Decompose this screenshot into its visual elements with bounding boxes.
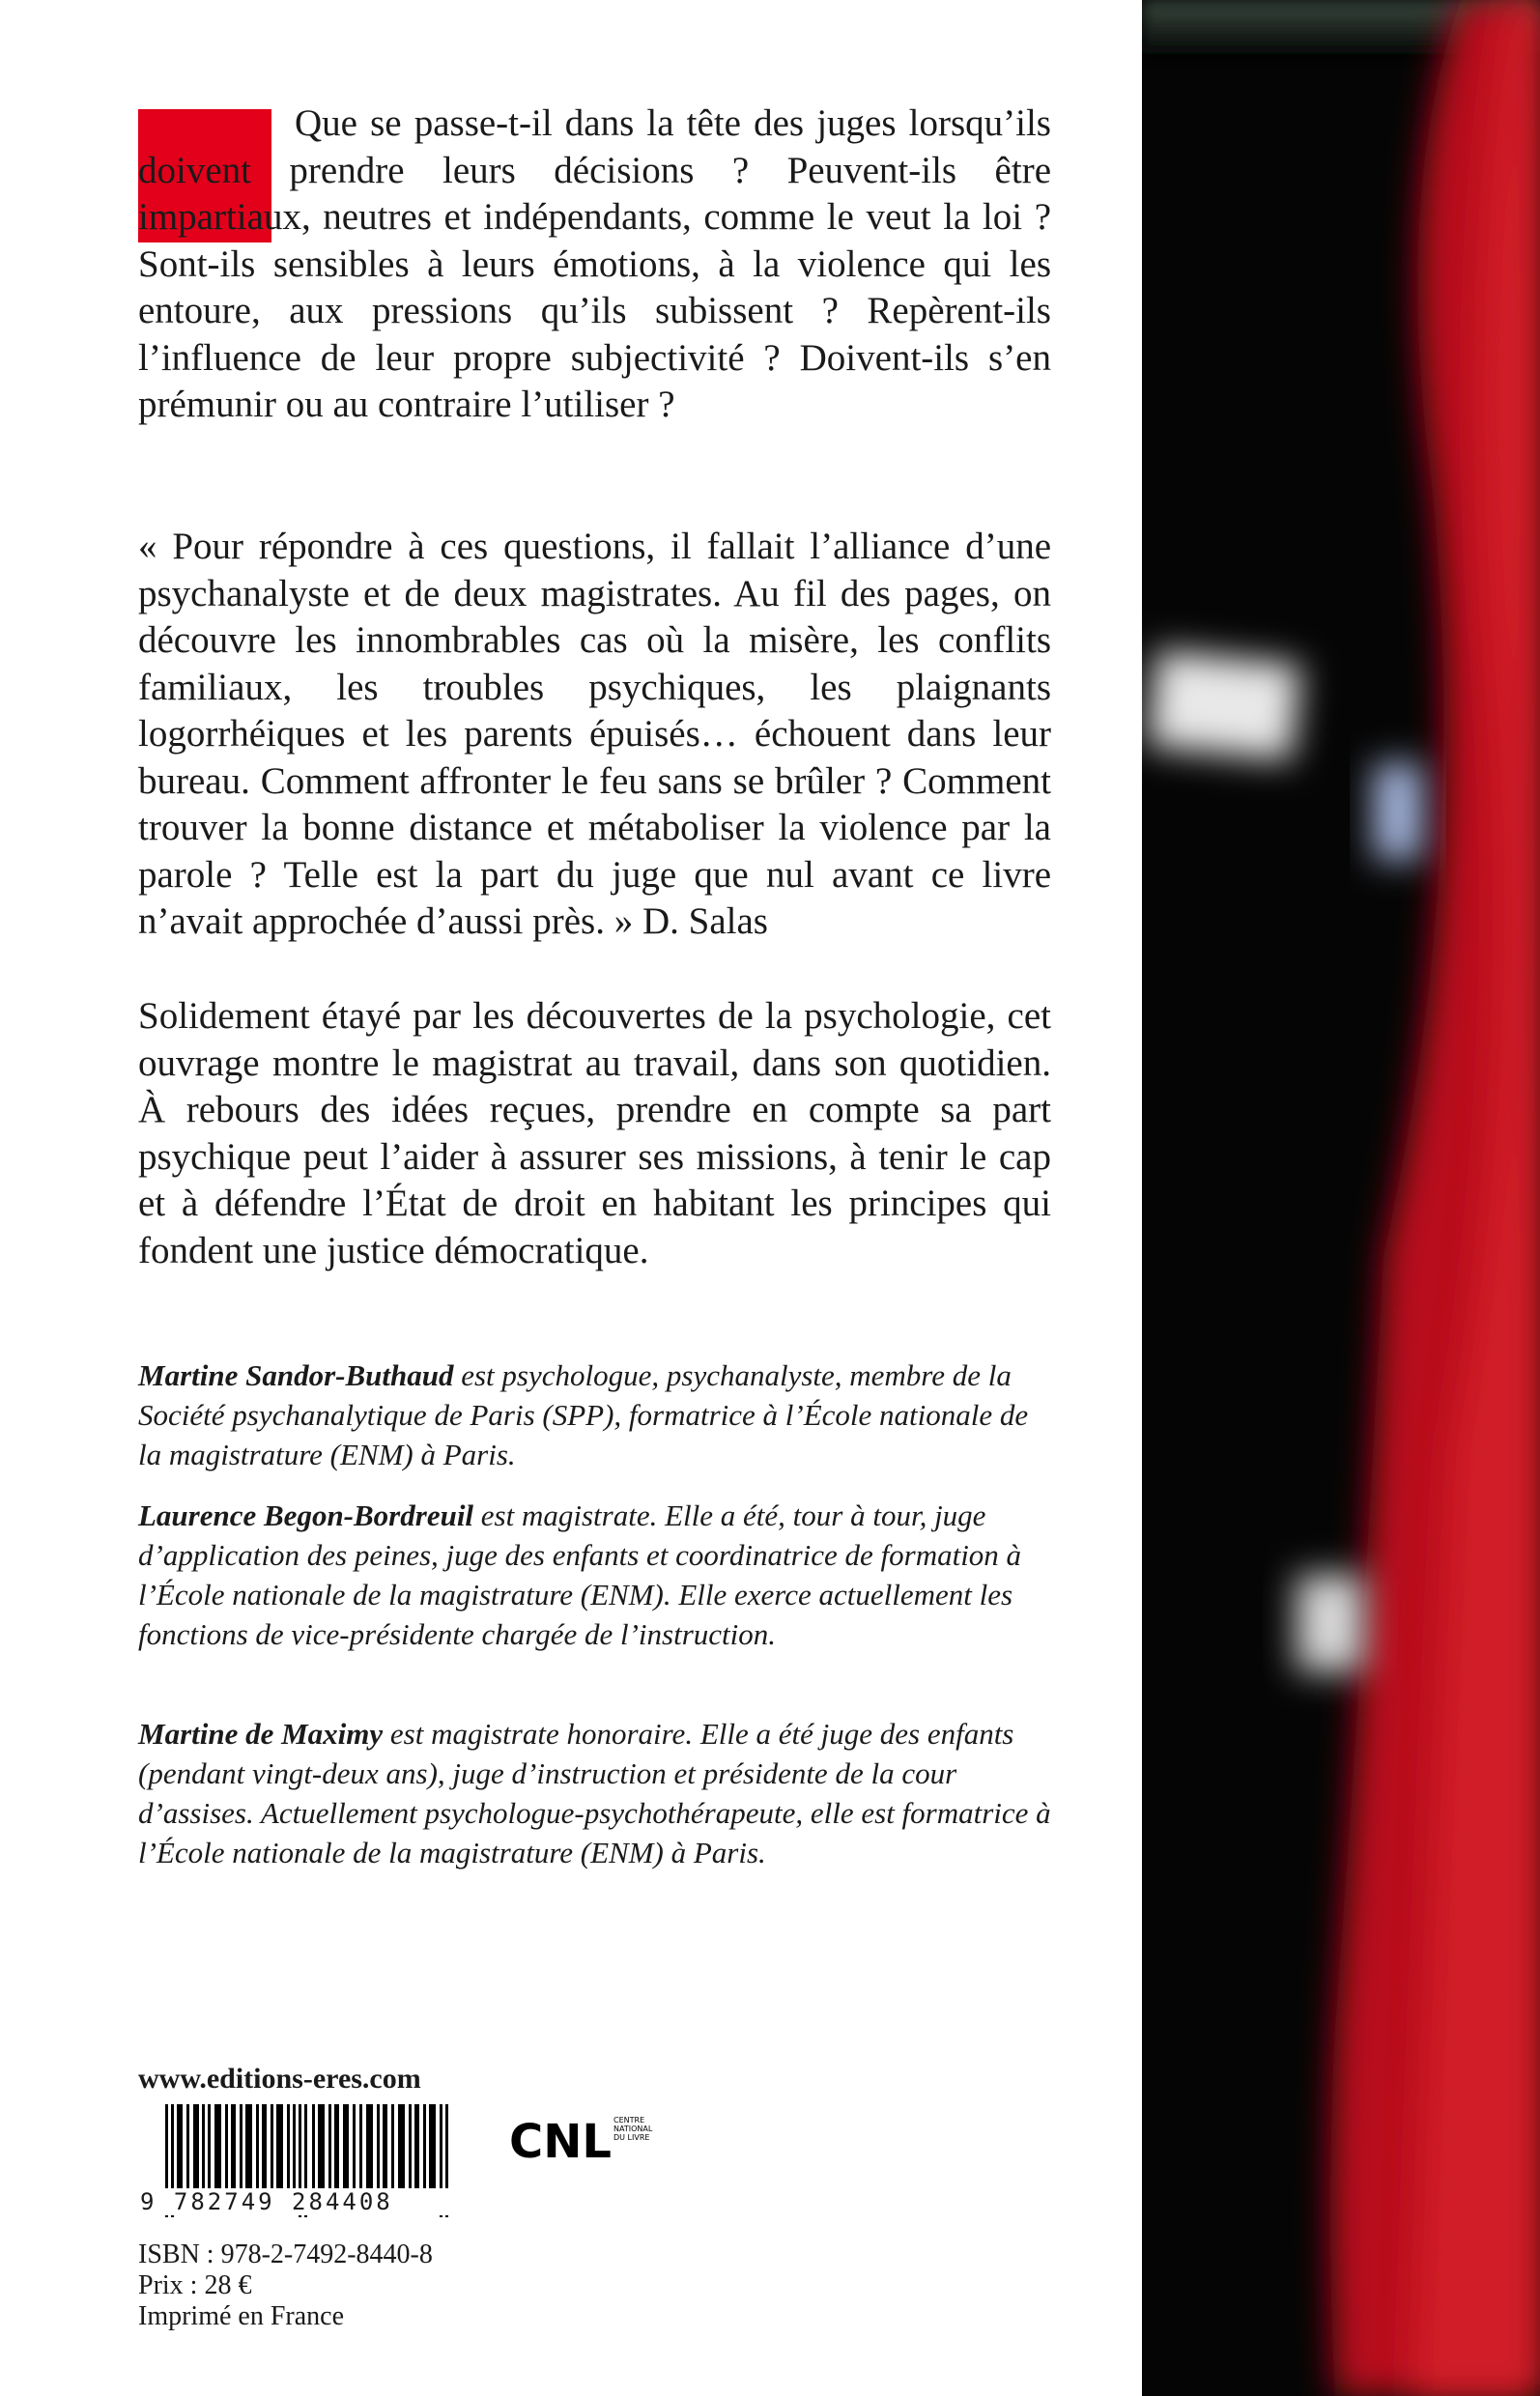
cnl-logo (509, 2111, 664, 2169)
blurb-paragraph-2: « Pour répondre à ces questions, il fallait l’alliance d’une psychanalyste et de deux magistrates. Au fil des pages, on découvre les innombrables cas où la misère, les conflits familiaux, les troubles psychiques, les plaignants logorrhéiques et les parents épuisés… échouent dans leur bureau. Comment affronter le feu sans se brûler ? Comment trouver la bonne distance et métaboliser la violence par la parole ? Telle est la part du juge que nul avant ce livre n’avait approchée d’aussi près. » D. Salas (138, 526, 1051, 942)
printed-in: Imprimé en France (138, 2301, 345, 2331)
blurb-paragraph-1: Que se passe-t-il dans la tête des juges lorsqu’ils doivent prendre leurs décisions ? Peuvent-ils être impartiaux, neutres et indépendants, comme le veut la loi ? Sont-ils sensibles à leurs émotions, à la violence qui les entoure, aux pressions qu’ils subissent ? Repèrent-ils l’influence de leur propre subjectivité ? Doivent-ils s’en prémunir ou au contraire l’utiliser ? (138, 102, 1051, 425)
cnl-logo-subtext: NATIONAL (613, 2125, 653, 2133)
author-name: Martine de Maximy (138, 1717, 384, 1751)
barcode-number: 9 782749 284408 (138, 2188, 467, 2215)
cnl-logo-subtext: CENTRE (613, 2116, 645, 2125)
price: Prix : 28 € (138, 2270, 252, 2300)
publisher-website[interactable]: www.editions-eres.com (138, 2063, 421, 2095)
cnl-logo-text: CNL (509, 2115, 612, 2169)
author-bio-text: est magistrate honoraire. Elle a été juge des enfants (pendant vingt-deux ans), juge d’instruction et présidente de la cour d’assises. Actuellement psychologue-psychothérapeute, elle est formatrice à l’École nationale de la magistrature (ENM) à Paris. (138, 1717, 1051, 1869)
author-bio-text: est psychologue, psychanalyste, membre de la Société psychanalytique de Paris (SPP), formatrice à l’École nationale de la magistrature (ENM) à Paris. (138, 1358, 1029, 1471)
cover-photo-blurred-judge-robe (1142, 0, 1540, 2396)
author-bio-2 (138, 1496, 1056, 1654)
author-bio-3 (138, 1714, 1056, 1872)
author-name: Laurence Begon-Bordreuil (138, 1498, 474, 1532)
author-bio-text: est magistrate. Elle a été, tour à tour, juge d’application des peines, juge des enfants et coordinatrice de formation à l’École nationale de la magistrature (ENM). Elle exerce actuellement les fonctions de vice-présidente chargée de l’instruction. (138, 1498, 1022, 1651)
author-name: Martine Sandor-Buthaud (138, 1358, 454, 1392)
isbn: ISBN : 978-2-7492-8440-8 (138, 2239, 433, 2269)
publication-info (138, 2239, 433, 2332)
blurb-paragraph-3: Solidement étayé par les découvertes de la psychologie, cet ouvrage montre le magistrat au travail, dans son quotidien. À rebours des idées reçues, prendre en compte sa part psychique peut l’aider à assurer ses missions, à tenir le cap et à défendre l’État de droit en habitant les principes qui fondent une justice démocratique. (138, 995, 1051, 1271)
author-bio-1 (138, 1355, 1056, 1474)
cnl-logo-subtext: DU LIVRE (613, 2133, 650, 2142)
